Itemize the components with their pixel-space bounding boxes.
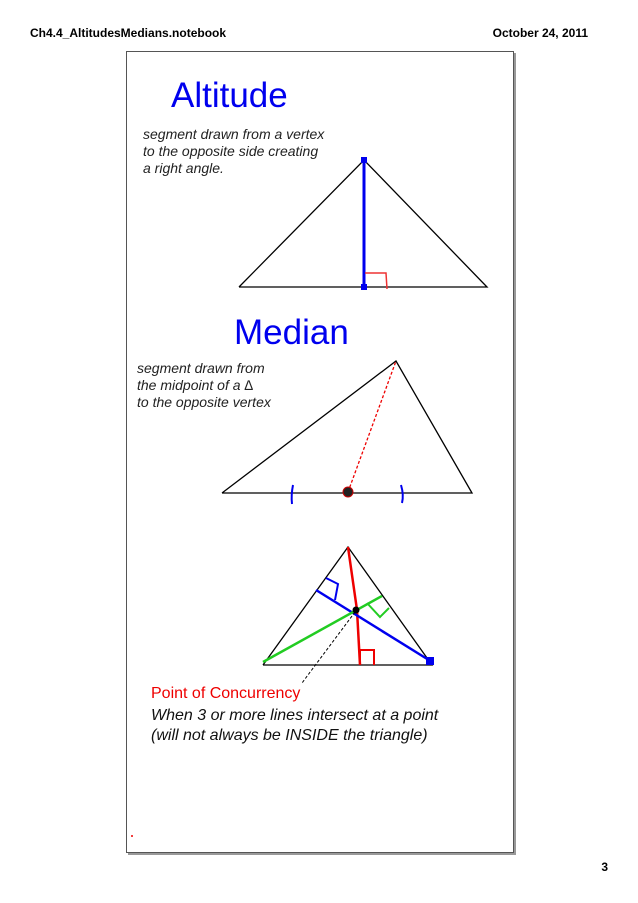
median-heading: Median [234, 313, 349, 352]
concurrency-diagram [263, 547, 434, 683]
notebook-title: Ch4.4_AltitudesMedians.notebook [30, 26, 227, 40]
concurrency-definition [151, 706, 438, 746]
median-definition-line: the midpoint of a ∆ [137, 377, 253, 393]
document-date: October 24, 2011 [492, 26, 588, 40]
altitude-definition-line: segment drawn from a vertex [143, 126, 325, 142]
median-definition-line: to the opposite vertex [137, 394, 271, 410]
altitude-definition-line: to the opposite side creating [143, 143, 319, 159]
altitude-definition [143, 126, 324, 177]
altitude-heading: Altitude [171, 76, 288, 115]
concurrency-definition-line: (will not always be INSIDE the triangle) [151, 727, 428, 744]
median-definition [137, 360, 271, 411]
altitude-definition-line: a right angle. [143, 160, 224, 176]
concurrency-definition-line: When 3 or more lines intersect at a point [151, 707, 439, 724]
stray-mark [131, 835, 133, 837]
median-definition-line: segment drawn from [137, 360, 265, 376]
page-number: 3 [601, 860, 608, 874]
concurrency-heading: Point of Concurrency [151, 685, 301, 702]
